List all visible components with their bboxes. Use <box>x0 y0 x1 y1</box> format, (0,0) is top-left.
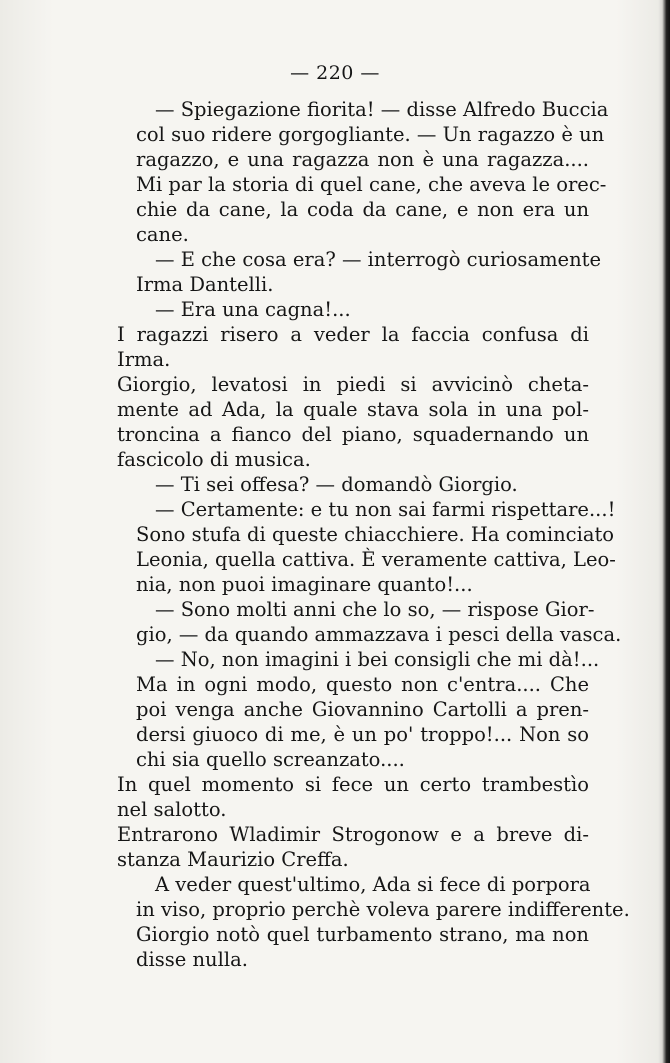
text-line: nia, non puoi imaginare quanto!... <box>136 573 473 596</box>
text-line: cane. <box>136 223 189 246</box>
text-line: — Spiegazione fiorita! — disse Alfredo Buccia <box>155 98 609 121</box>
paragraph <box>117 97 609 247</box>
text-line: — Sono molti anni che lo so, — rispose Gior- <box>155 598 595 621</box>
text-line: chie da cane, la coda da cane, e non era un <box>136 198 589 221</box>
text-line: Giorgio notò quel turbamento strano, ma non <box>136 923 589 946</box>
text-line: in viso, proprio perchè voleva parere indifferente. <box>136 898 630 921</box>
text-line: A veder quest'ultimo, Ada si fece di porpora <box>155 873 591 896</box>
text-line: — Ti sei offesa? — domandò Giorgio. <box>155 473 518 496</box>
text-line: I ragazzi risero a veder la faccia confusa di <box>117 323 589 346</box>
text-line: fascicolo di musica. <box>117 448 311 471</box>
body-text <box>117 97 630 972</box>
text-line: gio, — da quando ammazzava i pesci della vasca. <box>136 623 622 646</box>
paragraph <box>117 472 589 497</box>
paragraph <box>117 647 600 772</box>
text-line: Irma. <box>117 348 171 371</box>
text-line: — E che cosa era? — interrogò curiosamente <box>155 248 602 271</box>
paragraph <box>117 297 589 322</box>
page-edge-shadow <box>658 0 670 1063</box>
text-line: col suo ridere gorgogliante. — Un ragazzo è un <box>136 123 605 146</box>
paragraph <box>117 372 589 472</box>
text-line: Mi par la storia di quel cane, che aveva le orec- <box>136 173 607 196</box>
paragraph <box>117 247 602 297</box>
text-line: Sono stufa di queste chiacchiere. Ha cominciato <box>136 523 615 546</box>
paragraph <box>117 872 630 972</box>
paragraph <box>117 772 589 822</box>
text-line: stanza Maurizio Creffa. <box>117 848 349 871</box>
text-line: — No, non imagini i bei consigli che mi dà!... <box>155 648 600 671</box>
text-line: In quel momento si fece un certo trambestìo <box>117 773 589 796</box>
text-line: nel salotto. <box>117 798 227 821</box>
text-line: troncina a fianco del piano, squadernando un <box>117 423 589 446</box>
text-line: Leonia, quella cattiva. È veramente cattiva, Leo- <box>136 548 616 571</box>
text-line: Giorgio, levatosi in piedi si avvicinò cheta- <box>117 373 589 396</box>
paragraph <box>117 822 589 872</box>
text-line: Entrarono Wladimir Strogonow e a breve di- <box>117 823 589 846</box>
text-line: ragazzo, e una ragazza non è una ragazza.... <box>136 148 589 171</box>
text-line: disse nulla. <box>136 948 248 971</box>
text-line: Irma Dantelli. <box>136 273 274 296</box>
text-line: — Era una cagna!... <box>155 298 351 321</box>
text-line: — Certamente: e tu non sai farmi rispettare...! <box>155 498 616 521</box>
page-number: — 220 — <box>290 62 380 84</box>
paragraph <box>117 322 589 372</box>
text-line: Ma in ogni modo, questo non c'entra.... Che <box>136 673 589 696</box>
paragraph <box>117 597 622 647</box>
text-line: poi venga anche Giovannino Cartolli a pren- <box>136 698 589 721</box>
paragraph <box>117 497 616 597</box>
text-line: mente ad Ada, la quale stava sola in una pol- <box>117 398 589 421</box>
text-line: dersi giuoco di me, è un po' troppo!... Non so <box>136 723 589 746</box>
text-line: chi sia quello screanzato.... <box>136 748 405 771</box>
